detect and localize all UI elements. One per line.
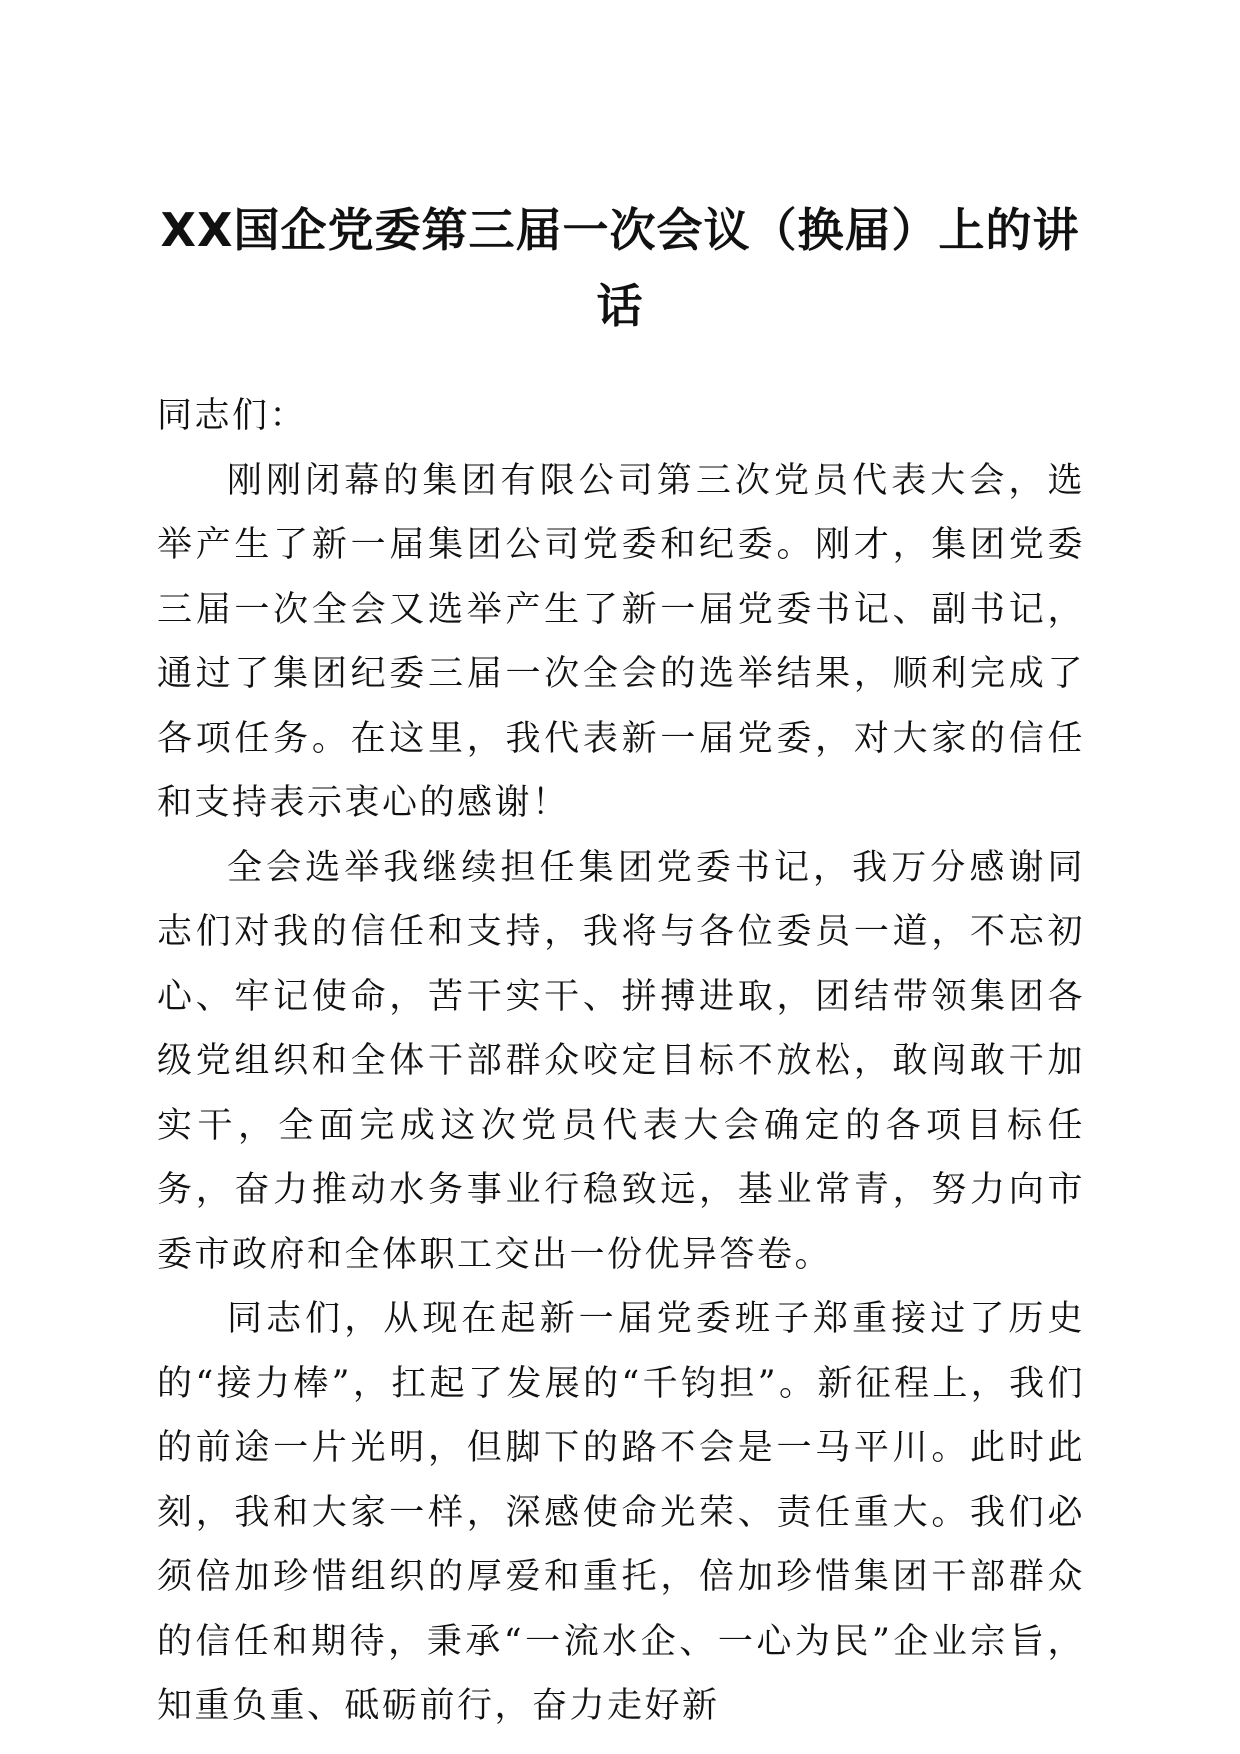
paragraph-2: 全会选举我继续担任集团党委书记，我万分感谢同志们对我的信任和支持，我将与各位委员一道，不忘初心、牢记使命，苦干实干、拼搏进取，团结带领集团各级党组织和全体干部群众咬定目标不放松，敢闯敢干加实干，全面完成这次党员代表大会确定的各项目标任务，奋力推动水务事业行稳致远，基业常青，努力向市委市政府和全体职工交出一份优异答卷。 — [157, 847, 1085, 1275]
salutation: 同志们： — [157, 396, 308, 436]
paragraph-1: 刚刚闭幕的集团有限公司第三次党员代表大会，选举产生了新一届集团公司党委和纪委。刚才，集团党委三届一次全会又选举产生了新一届党委书记、副书记，通过了集团纪委三届一次全会的选举结果，顺利完成了各项任务。在这里，我代表新一届党委，对大家的信任和支持表示衷心的感谢！ — [157, 460, 1085, 823]
paragraph-3: 同志们，从现在起新一届党委班子郑重接过了历史的“接力棒”，扛起了发展的“千钧担”。新征程上，我们的前途一片光明，但脚下的路不会是一马平川。此时此刻，我和大家一样，深感使命光荣、责任重大。我们必须倍加珍惜组织的厚爱和重托，倍加珍惜集团干部群众的信任和期待，秉承“一流水企、一心为民”企业宗旨，知重负重、砥砺前行，奋力走好新 — [157, 1299, 1085, 1726]
document-title: XX国企党委第三届一次会议（换届）上的讲话 — [160, 203, 1080, 333]
document-body — [157, 384, 1085, 1739]
